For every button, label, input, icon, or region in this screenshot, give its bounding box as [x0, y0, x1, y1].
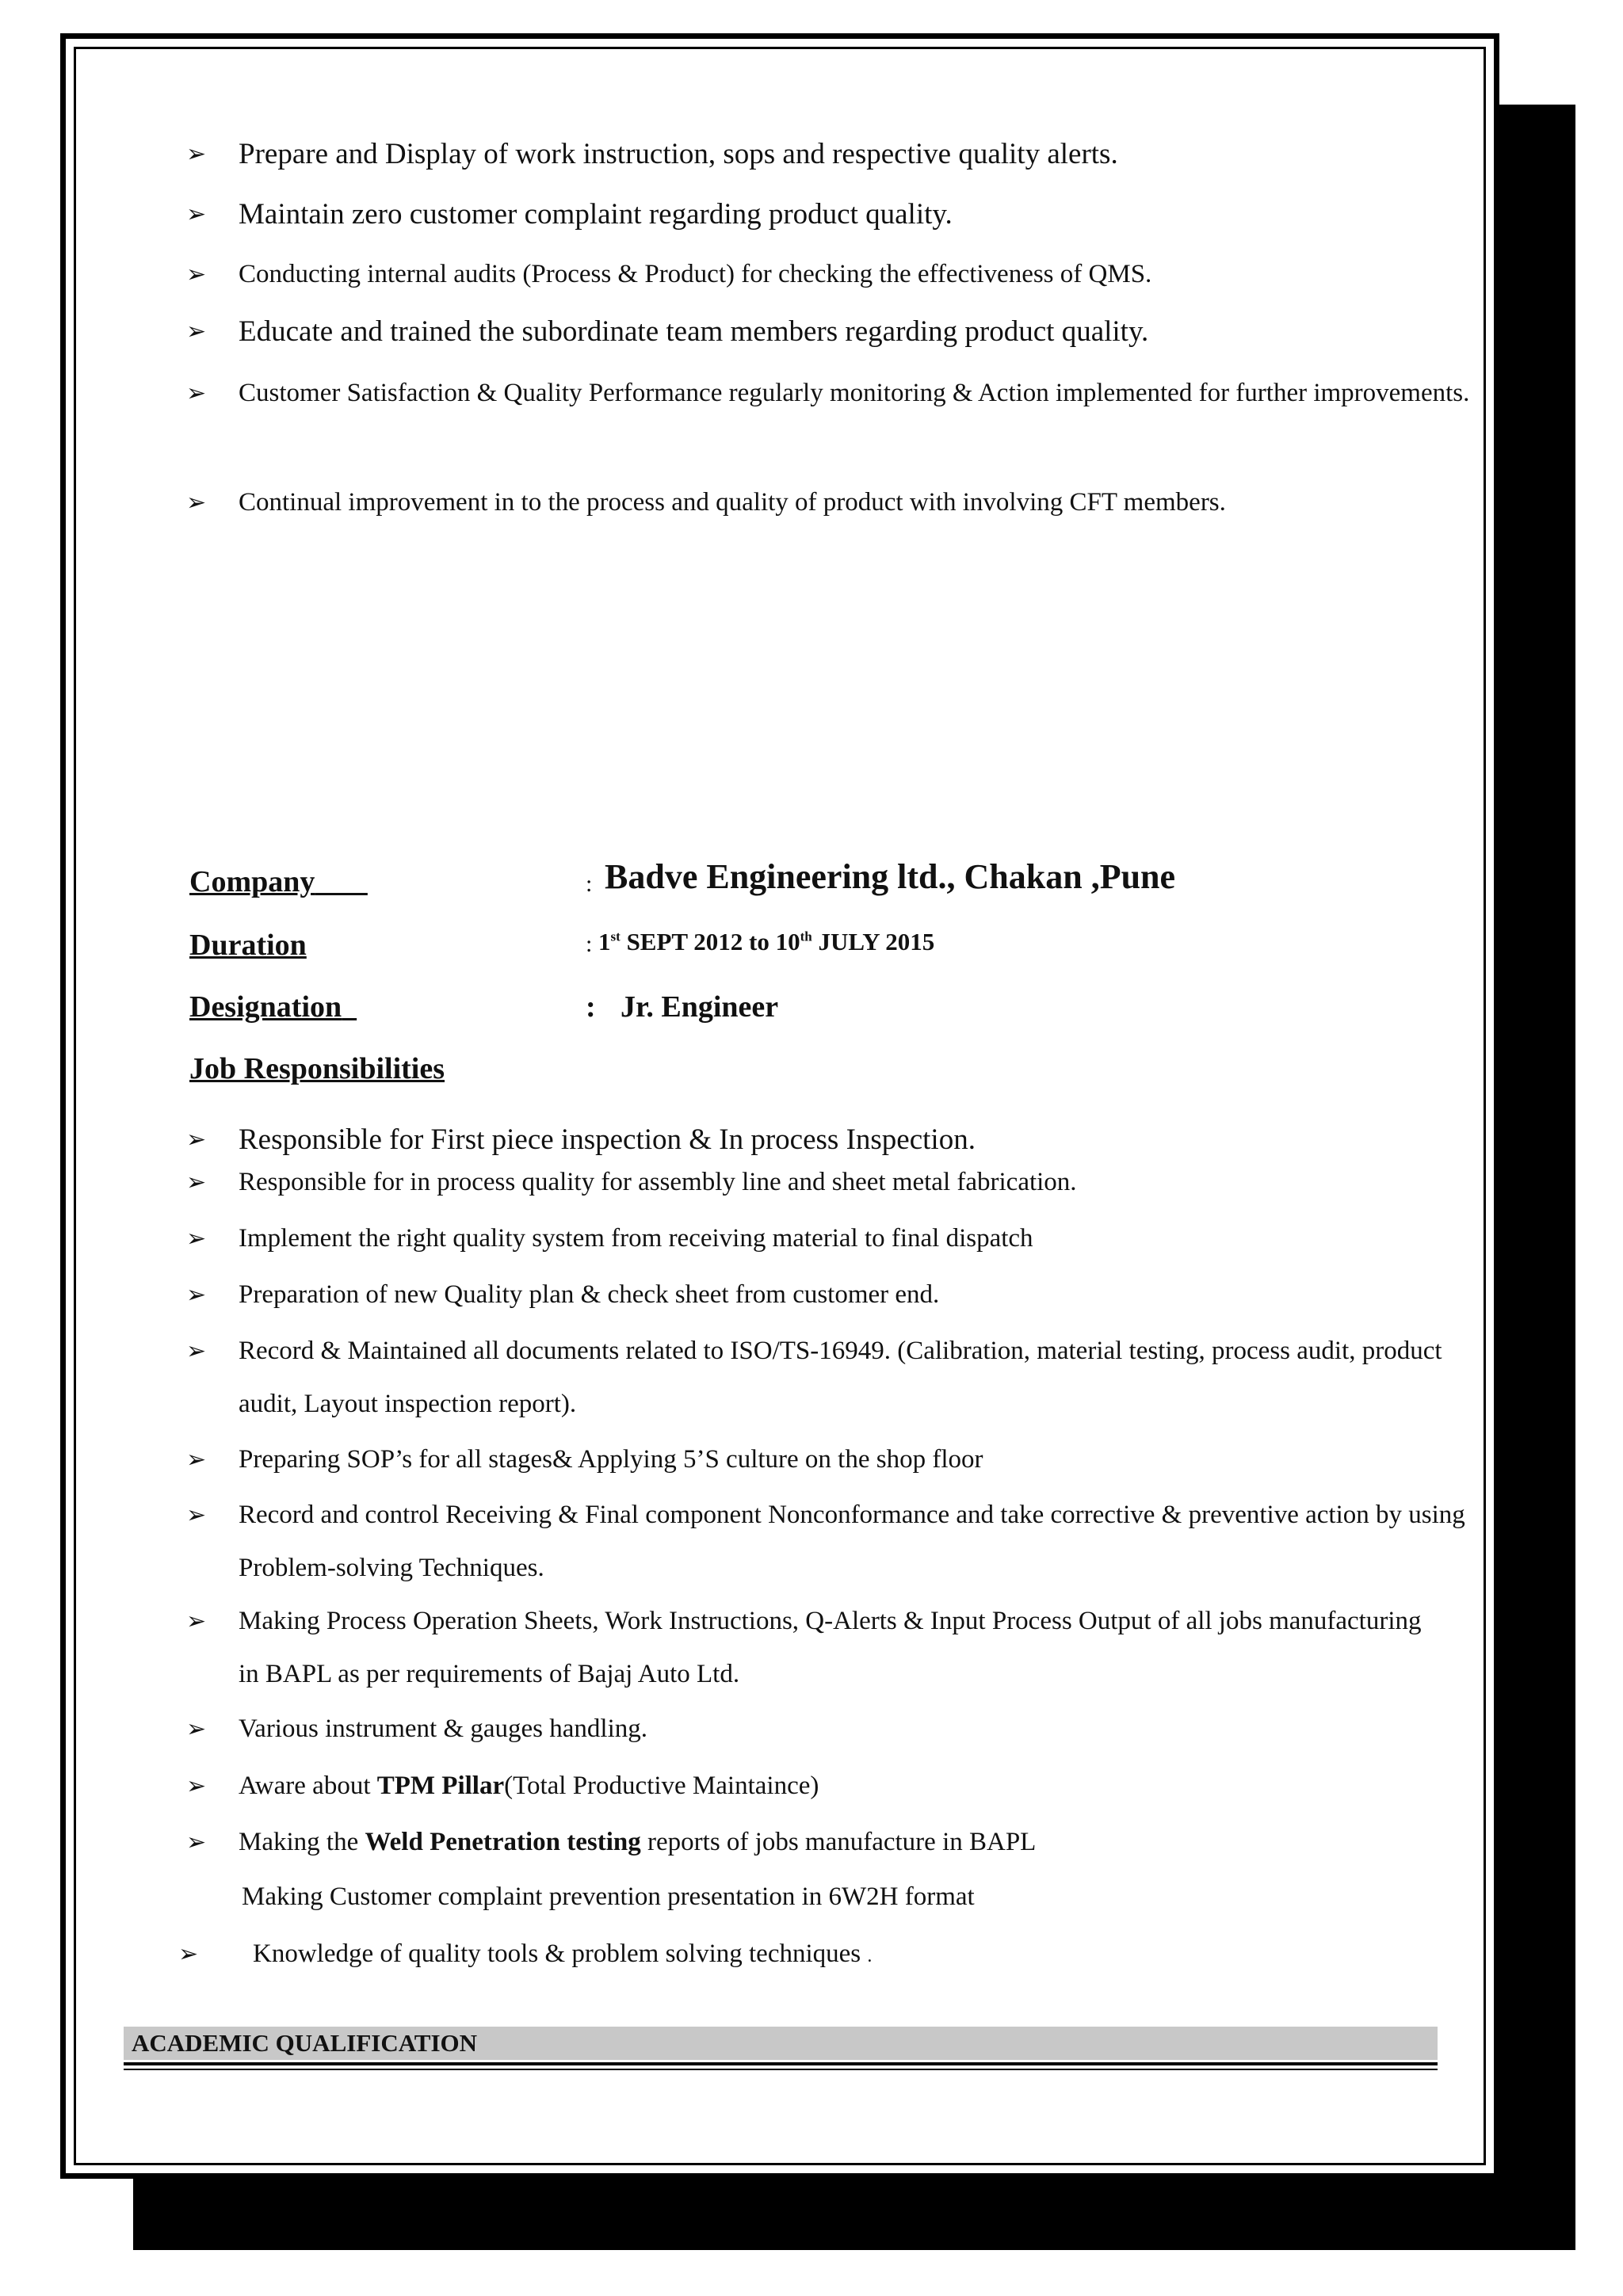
arrow-bullet-icon: ➢ — [186, 1772, 207, 1800]
duration-value: 1st SEPT 2012 to 10th JULY 2015 — [598, 928, 935, 955]
arrow-bullet-icon: ➢ — [186, 1829, 207, 1856]
arrow-bullet-icon: ➢ — [186, 1608, 207, 1635]
duration-label: Duration — [189, 929, 307, 962]
arrow-bullet-icon: ➢ — [186, 1281, 207, 1309]
arrow-bullet-icon: ➢ — [186, 1225, 207, 1253]
arrow-bullet-icon: ➢ — [186, 1501, 207, 1529]
list-item: ➢ Customer Satisfaction & Quality Performance regularly monitoring & Action implemented for further improvements. — [186, 367, 1502, 420]
company-label: Company — [189, 865, 315, 898]
arrow-bullet-icon: ➢ — [178, 1940, 199, 1968]
list-item: ➢ Continual improvement in to the process and quality of product with involving CFT members. — [186, 476, 1502, 529]
list-item: ➢ Record and control Receiving & Final component Nonconformance and take corrective & preventive action by using Problem-solving Techniques. — [186, 1489, 1470, 1595]
list-item: ➢ Making Process Operation Sheets, Work Instructions, Q-Alerts & Input Process Output of all jobs manufacturing in BAPL as per requirements of Bajaj Auto Ltd. — [186, 1595, 1438, 1701]
company-colon: : — [586, 871, 593, 897]
company-value: Badve Engineering ltd., Chakan ,Pune — [605, 857, 1176, 896]
list-item: ➢ Maintain zero customer complaint regarding product quality. — [186, 188, 1502, 241]
list-item: ➢ Preparing SOP’s for all stages& Applying 5’S culture on the shop floor — [186, 1433, 1502, 1486]
list-item: ➢ Conducting internal audits (Process & Product) for checking the effectiveness of QMS. — [186, 248, 1502, 301]
arrow-bullet-icon: ➢ — [186, 261, 207, 288]
arrow-bullet-icon: ➢ — [186, 200, 207, 228]
list-item: ➢ Implement the right quality system from receiving material to final dispatch — [186, 1212, 1502, 1265]
academic-qualification-heading: ACADEMIC QUALIFICATION — [124, 2027, 1438, 2060]
arrow-bullet-icon: ➢ — [186, 379, 207, 407]
list-item-weld: ➢ Making the Weld Penetration testing reports of jobs manufacture in BAPL — [186, 1816, 1502, 1869]
list-item-tpm: ➢ Aware about TPM Pillar(Total Productive Maintaince) — [186, 1760, 1502, 1813]
heading-rule — [124, 2062, 1438, 2065]
designation-label: Designation — [189, 990, 342, 1024]
list-item: ➢ Various instrument & gauges handling. — [186, 1703, 1502, 1756]
page-frame — [60, 33, 1499, 2179]
list-item: ➢ Record & Maintained all documents related to ISO/TS-16949. (Calibration, material testing, process audit, product audit, Layout inspection report). — [186, 1325, 1454, 1431]
heading-rule-thin — [124, 2069, 1438, 2070]
arrow-bullet-icon: ➢ — [186, 140, 207, 168]
list-item: ➢ Preparation of new Quality plan & check sheet from customer end. — [186, 1268, 1502, 1322]
arrow-bullet-icon: ➢ — [186, 1169, 207, 1196]
list-item: ➢ Educate and trained the subordinate team members regarding product quality. — [186, 305, 1502, 358]
duration-colon: : — [586, 931, 593, 957]
designation-colon: : — [586, 990, 596, 1024]
arrow-bullet-icon: ➢ — [186, 489, 207, 517]
arrow-bullet-icon: ➢ — [186, 1126, 207, 1154]
arrow-bullet-icon: ➢ — [186, 318, 207, 345]
arrow-bullet-icon: ➢ — [186, 1337, 207, 1365]
complaint-line: Making Customer complaint prevention presentation in 6W2H format — [242, 1882, 975, 1911]
job-responsibilities-heading: Job Responsibilities — [189, 1052, 445, 1085]
designation-value: Jr. Engineer — [621, 990, 779, 1024]
list-item-knowledge: ➢ Knowledge of quality tools & problem solving techniques . — [178, 1928, 1494, 1983]
arrow-bullet-icon: ➢ — [186, 1446, 207, 1474]
list-item: ➢ Responsible for First piece inspection & In process Inspection. — [186, 1113, 1502, 1166]
arrow-bullet-icon: ➢ — [186, 1715, 207, 1743]
list-item: ➢ Responsible for in process quality for assembly line and sheet metal fabrication. — [186, 1156, 1502, 1209]
list-item: ➢ Prepare and Display of work instruction, sops and respective quality alerts. — [186, 128, 1502, 181]
